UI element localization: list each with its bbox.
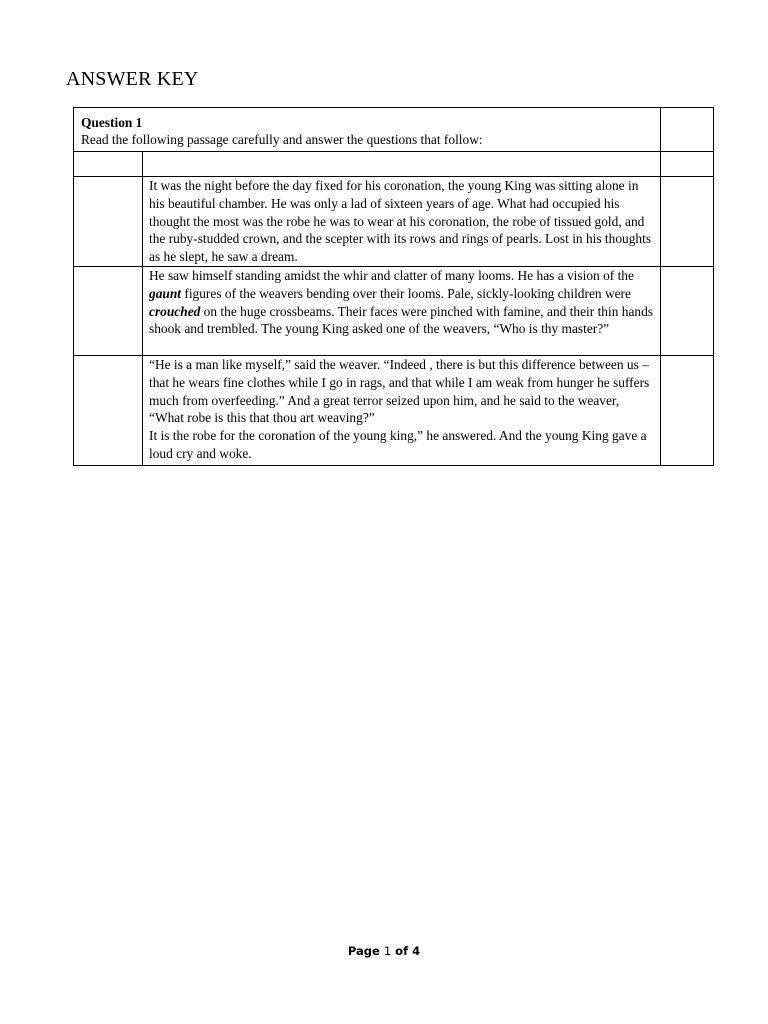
page-current: 1 [383, 944, 392, 958]
number-cell [74, 266, 143, 355]
marks-cell [661, 177, 714, 267]
empty-cell [143, 152, 661, 177]
passage-paragraph-1 [143, 177, 661, 267]
page-total: 4 [412, 944, 421, 958]
marks-cell [661, 355, 714, 465]
number-cell [74, 177, 143, 267]
number-cell [74, 355, 143, 465]
question-table [73, 107, 714, 466]
spacer-row [74, 152, 714, 177]
page-footer [0, 944, 768, 958]
passage-paragraph-2 [143, 266, 661, 355]
page-word: Page [347, 944, 380, 958]
passage-row [74, 266, 714, 355]
passage-row [74, 355, 714, 465]
empty-cell [74, 152, 143, 177]
page-of: of [395, 944, 409, 958]
paragraph-text: It is the robe for the coronation of the young king,” he answered. And the young King gave a loud cry and woke. [149, 428, 647, 461]
empty-cell [661, 152, 714, 177]
marks-cell [661, 108, 714, 152]
paragraph-text: It was the night before the day fixed for his coronation, the young King was sitting alone in his beautiful chamber. He was only a lad of sixteen years of age. What had occupied his thought the most was the robe he was to wear at his coronation, the robe of tissued gold, and the ruby-studded crown, and the scepter with its rows and rings of pearls. Lost in his thoughts as he slept, he saw a dream. [149, 178, 652, 265]
paragraph-text: on the huge crossbeams. Their faces were pinched with famine, and their thin hands shook and trembled. The young King asked one of the weavers, “Who is thy master?” [149, 303, 653, 337]
paragraph-text: “He is a man like myself,” said the weaver. “Indeed , there is but this difference between us – that he wears fine clothes while I go in rags, and that while I am weak from hunger he suffers much from overfeeding.” And a great terror seized upon him, and he said to the weaver, “What robe is this that thou art weaving?” [149, 356, 650, 426]
passage-row [74, 177, 714, 267]
document-title: ANSWER KEY [66, 68, 199, 90]
keyword-crouched: crouched [149, 303, 201, 319]
paragraph-text: figures of the weavers bending over their looms. Pale, sickly-looking children were [181, 285, 631, 301]
paragraph-text: He saw himself standing amidst the whir and clatter of many looms. He has a vision of the [149, 267, 634, 283]
passage-paragraph-3 [143, 355, 661, 465]
question-header-row [74, 108, 714, 152]
question-instruction: Read the following passage carefully and answer the questions that follow: [81, 132, 483, 147]
question-label: Question 1 [81, 115, 143, 130]
question-header-cell [74, 108, 661, 152]
marks-cell [661, 266, 714, 355]
keyword-gaunt: gaunt [149, 285, 182, 301]
